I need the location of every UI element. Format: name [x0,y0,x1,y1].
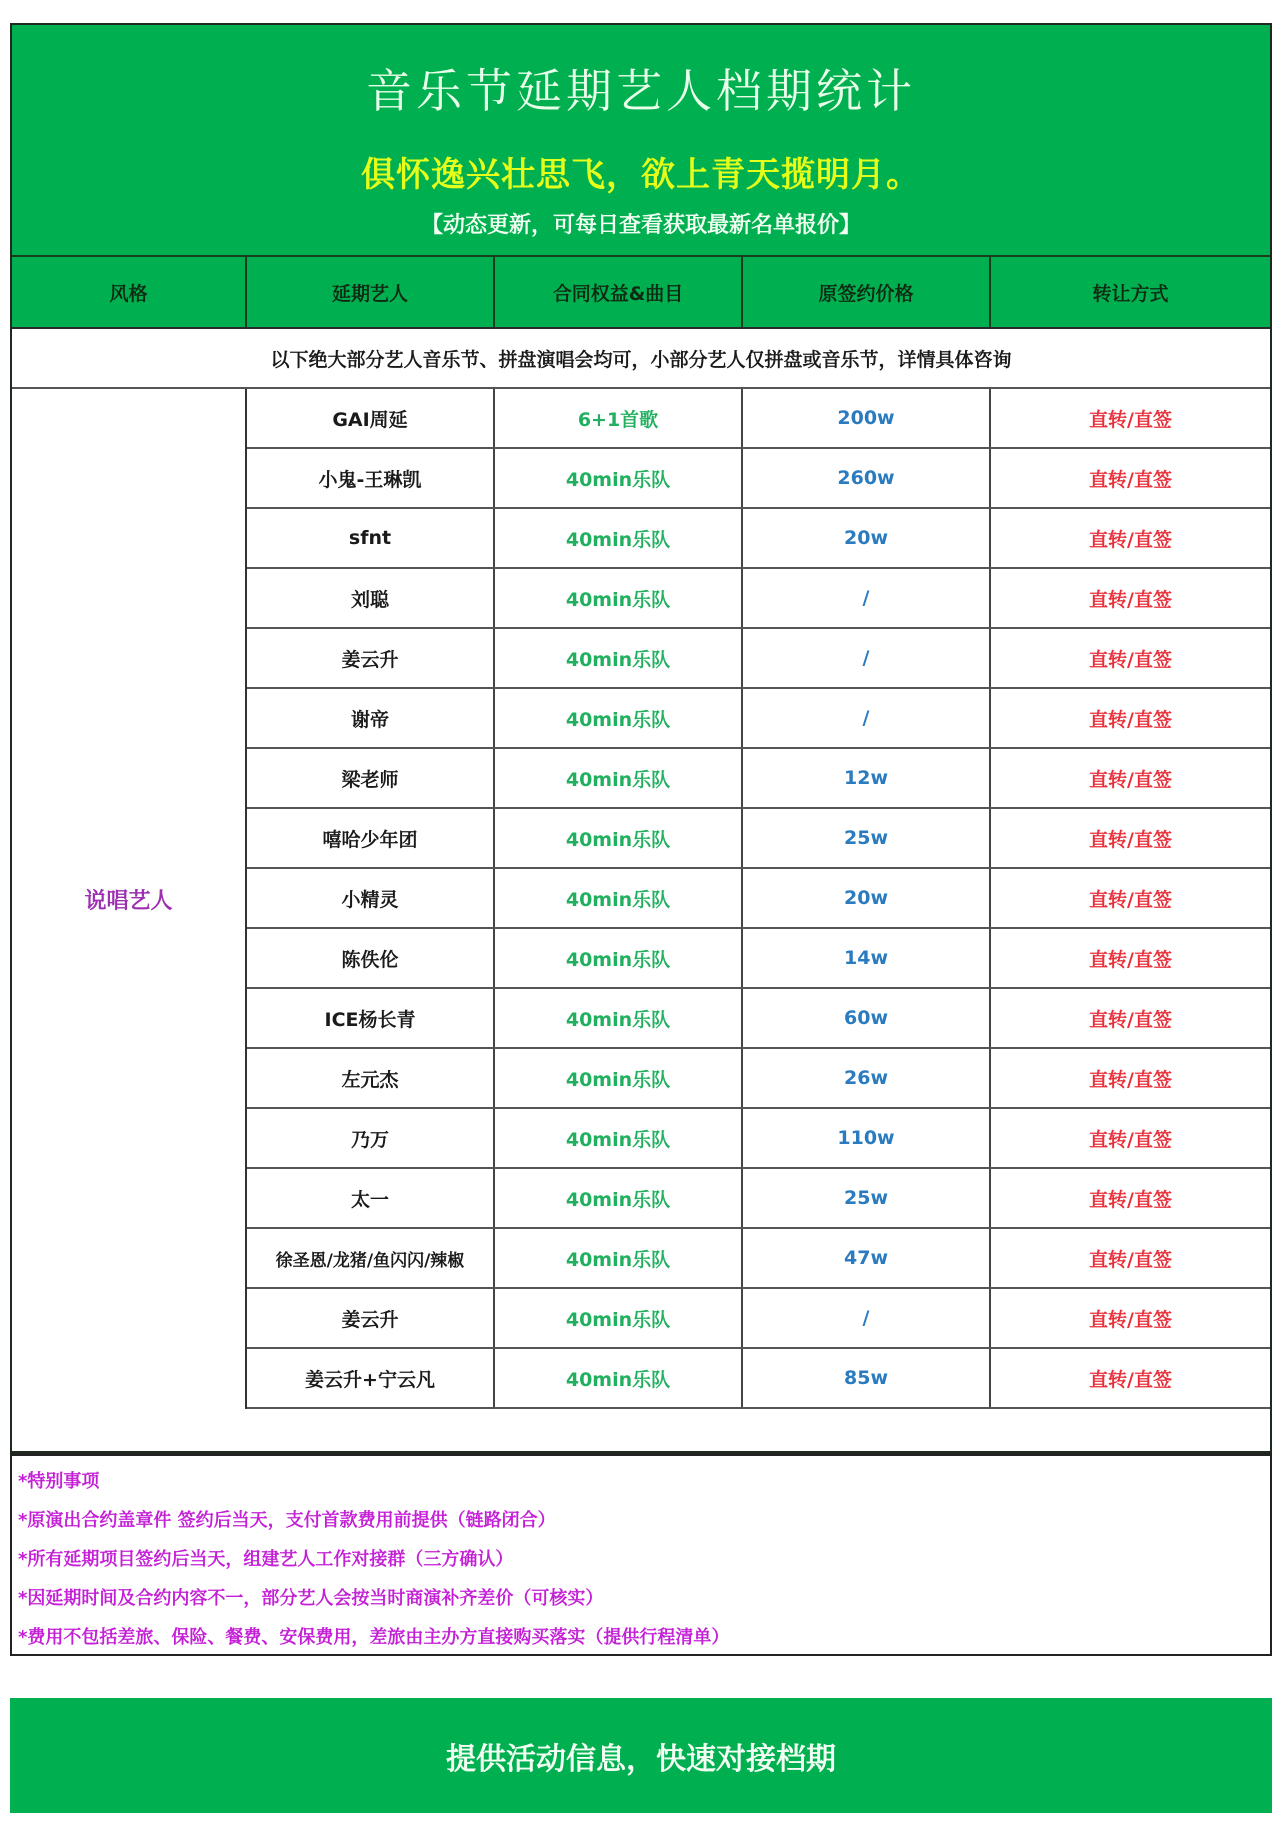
price-cell: / [743,629,991,687]
artist-name: 乃万 [247,1109,495,1167]
contract-cell: 40min乐队 [495,989,743,1047]
price-cell: 47w [743,1229,991,1287]
table-row [247,1229,1270,1289]
table-row [247,689,1270,749]
artist-name: 姜云升 [247,1289,495,1347]
transfer-cell: 直转/直签 [1089,948,1172,971]
price-cell: 25w [743,1169,991,1227]
note-item: *所有延期项目签约后当天，组建艺人工作对接群（三方确认） [18,1549,514,1570]
note-item: *原演出合约盖章件 签约后当天，支付首款费用前提供（链路闭合） [18,1510,556,1531]
contract-cell: 40min乐队 [495,1169,743,1227]
artist-name: 姜云升+宁云凡 [247,1349,495,1407]
transfer-cell: 直转/直签 [1089,1188,1172,1211]
column-header-contract: 合同权益&曲目 [495,257,743,327]
contract-cell: 40min乐队 [495,1049,743,1107]
column-header-artist: 延期艺人 [247,257,495,327]
table-row [247,1169,1270,1229]
transfer-cell: 直转/直签 [1089,1008,1172,1031]
price-cell: 25w [743,809,991,867]
transfer-cell: 直转/直签 [1089,528,1172,551]
table-header-banner [12,25,1270,257]
notice-row: 以下绝大部分艺人音乐节、拼盘演唱会均可，小部分艺人仅拼盘或音乐节，详情具体咨询 [12,329,1270,389]
contract-cell: 40min乐队 [495,809,743,867]
table-row [247,1049,1270,1109]
contract-cell: 40min乐队 [495,1109,743,1167]
contract-cell: 40min乐队 [495,869,743,927]
contract-cell: 40min乐队 [495,629,743,687]
transfer-cell: 直转/直签 [1089,408,1172,431]
artist-name: 刘聪 [247,569,495,627]
artist-name: 梁老师 [247,749,495,807]
column-headers [12,257,1270,329]
column-header-transfer: 转让方式 [1092,282,1169,305]
artist-name: sfnt [247,509,495,567]
contract-cell: 40min乐队 [495,569,743,627]
update-subtitle: 【动态更新，可每日查看获取最新名单报价】 [420,213,861,238]
table-row [247,449,1270,509]
transfer-cell: 直转/直签 [1089,1308,1172,1331]
price-cell: 14w [743,929,991,987]
column-header-price: 原签约价格 [743,257,991,327]
price-cell: 260w [743,449,991,507]
transfer-cell: 直转/直签 [1089,1128,1172,1151]
transfer-cell: 直转/直签 [1089,708,1172,731]
price-cell: 20w [743,509,991,567]
transfer-cell: 直转/直签 [1089,1068,1172,1091]
artist-name: 左元杰 [247,1049,495,1107]
artist-name: 小鬼-王琳凯 [247,449,495,507]
artist-name: 太一 [247,1169,495,1227]
artist-name: 姜云升 [247,629,495,687]
transfer-cell: 直转/直签 [1089,588,1172,611]
artist-name: GAI周延 [247,389,495,447]
notes-heading: *特别事项 [18,1471,100,1492]
price-cell: 20w [743,869,991,927]
price-cell: / [743,689,991,747]
transfer-cell: 直转/直签 [1089,888,1172,911]
transfer-cell: 直转/直签 [1089,1368,1172,1391]
table-row [247,1109,1270,1169]
table-row [247,1349,1270,1409]
contract-cell: 40min乐队 [495,1289,743,1347]
price-cell: 12w [743,749,991,807]
table-row [247,749,1270,809]
slogan: 俱怀逸兴壮思飞，欲上青天揽明月。 [361,155,921,195]
table-row [247,629,1270,689]
artist-rows [247,389,1270,1409]
transfer-cell: 直转/直签 [1089,1248,1172,1271]
table-row [247,1289,1270,1349]
artist-name: 徐圣恩/龙猪/鱼闪闪/辣椒 [247,1229,495,1287]
note-item: *费用不包括差旅、保险、餐费、安保费用，差旅由主办方直接购买落实（提供行程清单） [18,1627,730,1648]
contract-cell: 40min乐队 [495,689,743,747]
price-cell: 200w [743,389,991,447]
contract-cell: 40min乐队 [495,749,743,807]
price-cell: 110w [743,1109,991,1167]
price-cell: / [743,1289,991,1347]
price-cell: 60w [743,989,991,1047]
table-row [247,989,1270,1049]
contract-cell: 6+1首歌 [495,389,743,447]
artist-name: ICE杨长青 [247,989,495,1047]
artist-name: 嘻哈少年团 [247,809,495,867]
artist-name: 谢帝 [247,689,495,747]
contract-cell: 40min乐队 [495,929,743,987]
note-item: *因延期时间及合约内容不一，部分艺人会按当时商演补齐差价（可核实） [18,1588,604,1609]
price-cell: 26w [743,1049,991,1107]
footer-banner: 提供活动信息，快速对接档期 [10,1698,1272,1813]
special-notes [10,1453,1272,1656]
table-row [247,929,1270,989]
artist-name: 小精灵 [247,869,495,927]
contract-cell: 40min乐队 [495,1349,743,1407]
contract-cell: 40min乐队 [495,509,743,567]
category-cell: 说唱艺人 [12,389,247,1409]
transfer-cell: 直转/直签 [1089,768,1172,791]
price-cell: / [743,569,991,627]
artist-name: 陈佚伦 [247,929,495,987]
table-row [247,869,1270,929]
table-row [247,509,1270,569]
table-row [247,569,1270,629]
schedule-table [10,23,1272,1453]
column-header-style: 风格 [12,257,247,327]
transfer-cell: 直转/直签 [1089,648,1172,671]
page-title: 音乐节延期艺人档期统计 [366,64,916,118]
table-row [247,389,1270,449]
transfer-cell: 直转/直签 [1089,468,1172,491]
price-cell: 85w [743,1349,991,1407]
contract-cell: 40min乐队 [495,449,743,507]
table-row [247,809,1270,869]
transfer-cell: 直转/直签 [1089,828,1172,851]
contract-cell: 40min乐队 [495,1229,743,1287]
